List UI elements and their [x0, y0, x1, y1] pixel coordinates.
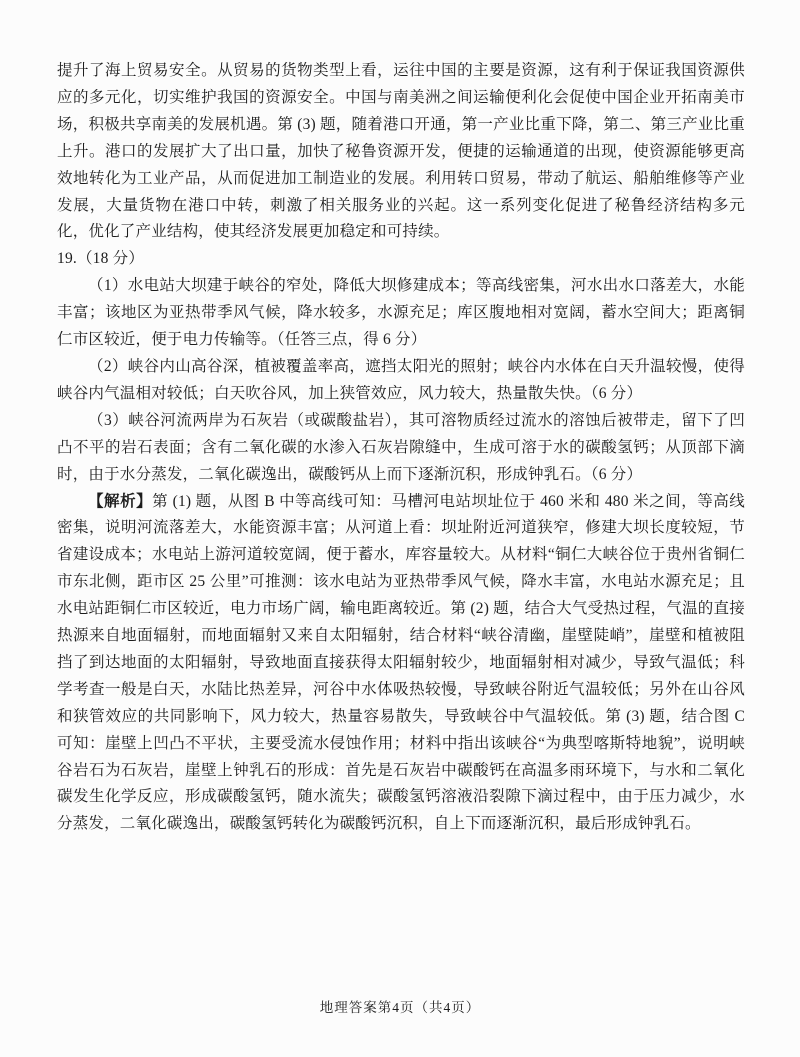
analysis-label: 【解析】 — [88, 492, 153, 510]
answer-19-2-paragraph: （2）峡谷内山高谷深，植被覆盖率高，遮挡太阳光的照射；峡谷内水体在白天升温较慢，使得峡谷内气温相对较低；白天吹谷风，加上狭管效应，风力较大，热量散失快。（6 分） — [57, 357, 745, 402]
analysis-paragraph — [57, 489, 745, 839]
answer-19-3-paragraph: （3）峡谷河流两岸为石灰岩（或碳酸盐岩），其可溶物质经过流水的溶蚀后被带走，留下了凹凸不平的岩石表面；含有二氧化碳的水渗入石灰岩隙缝中，生成可溶于水的碳酸氢钙；从顶部下滴时，由于水分蒸发，二氧化碳逸出，碳酸钙从上而下逐渐沉积，形成钟乳石。（6 分） — [57, 411, 745, 483]
page-footer: 地理答案第4页（共4页） — [319, 1000, 481, 1015]
question-19-header: 19.（18 分） — [57, 250, 145, 268]
answer-sheet-body — [57, 58, 745, 838]
answer-18-continuation-paragraph: 提升了海上贸易安全。从贸易的货物类型上看，运往中国的主要是资源，这有利于保证我国资源供应的多元化，切实维护我国的资源安全。中国与南美洲之间运输便利化会促使中国企业开拓南美市场，积极共享南美的发展机遇。第 (3) 题，随着港口开通，第一产业比重下降，第二、第三产业比重上升。港口的发展扩大了出口量，加快了秘鲁资源开发，便捷的运输通道的出现，使资源能够更高效地转化为工业产品，从而促进加工制造业的发展。利用转口贸易，带动了航运、船舶维修等产业发展，大量货物在港口中转，刺激了相关服务业的兴起。这一系列变化促进了秘鲁经济结构多元化，优化了产业结构，使其经济发展更加稳定和可持续。 — [57, 62, 745, 241]
answer-19-1-paragraph: （1）水电站大坝建于峡谷的窄处，降低大坝修建成本；等高线密集，河水出水口落差大，水能丰富；该地区为亚热带季风气候，降水较多，水源充足；库区腹地相对宽阔，蓄水空间大；距离铜仁市区较近，便于电力传输等。（任答三点，得 6 分） — [57, 277, 745, 349]
analysis-text: 第 (1) 题，从图 B 中等高线可知：马槽河电站坝址位于 460 米和 480 米之间，等高线密集，说明河流落差大，水能资源丰富；从河道上看：坝址附近河道狭窄，修建大坝长度较短，节省建设成本；水电站上游河道较宽阔，便于蓄水，库容量较大。从材料“铜仁大峡谷位于贵州省铜仁市东北侧，距市区 25 公里”可推测：该水电站为亚热带季风气候，降水丰富，水电站水源充足；且水电站距铜仁市区较近，电力市场广阔，输电距离较近。第 (2) 题，结合大气受热过程，气温的直接热源来自地面辐射，而地面辐射又来自太阳辐射，结合材料“峡谷清幽，崖壁陡峭”，崖壁和植被阻挡了到达地面的太阳辐射，导致地面直接获得太阳辐射较少，地面辐射相对减少，导致气温低；科学考查一般是白天，水陆比热差异，河谷中水体吸热较慢，导致峡谷附近气温较低；另外在山谷风和狭管效应的共同影响下，风力较大，热量容易散失，导致峡谷中气温较低。第 (3) 题，结合图 C 可知：崖壁上凹凸不平状，主要受流水侵蚀作用；材料中指出该峡谷“为典型喀斯特地貌”，说明峡谷岩石为石灰岩，崖壁上钟乳石的形成：首先是石灰岩中碳酸钙在高温多雨环境下，与水和二氧化碳发生化学反应，形成碳酸氢钙，随水流失；碳酸氢钙溶液沿裂隙下滴过程中，由于压力减少，水分蒸发，二氧化碳逸出，碳酸氢钙转化为碳酸钙沉积，自上下而逐渐沉积，最后形成钟乳石。 — [57, 492, 745, 833]
